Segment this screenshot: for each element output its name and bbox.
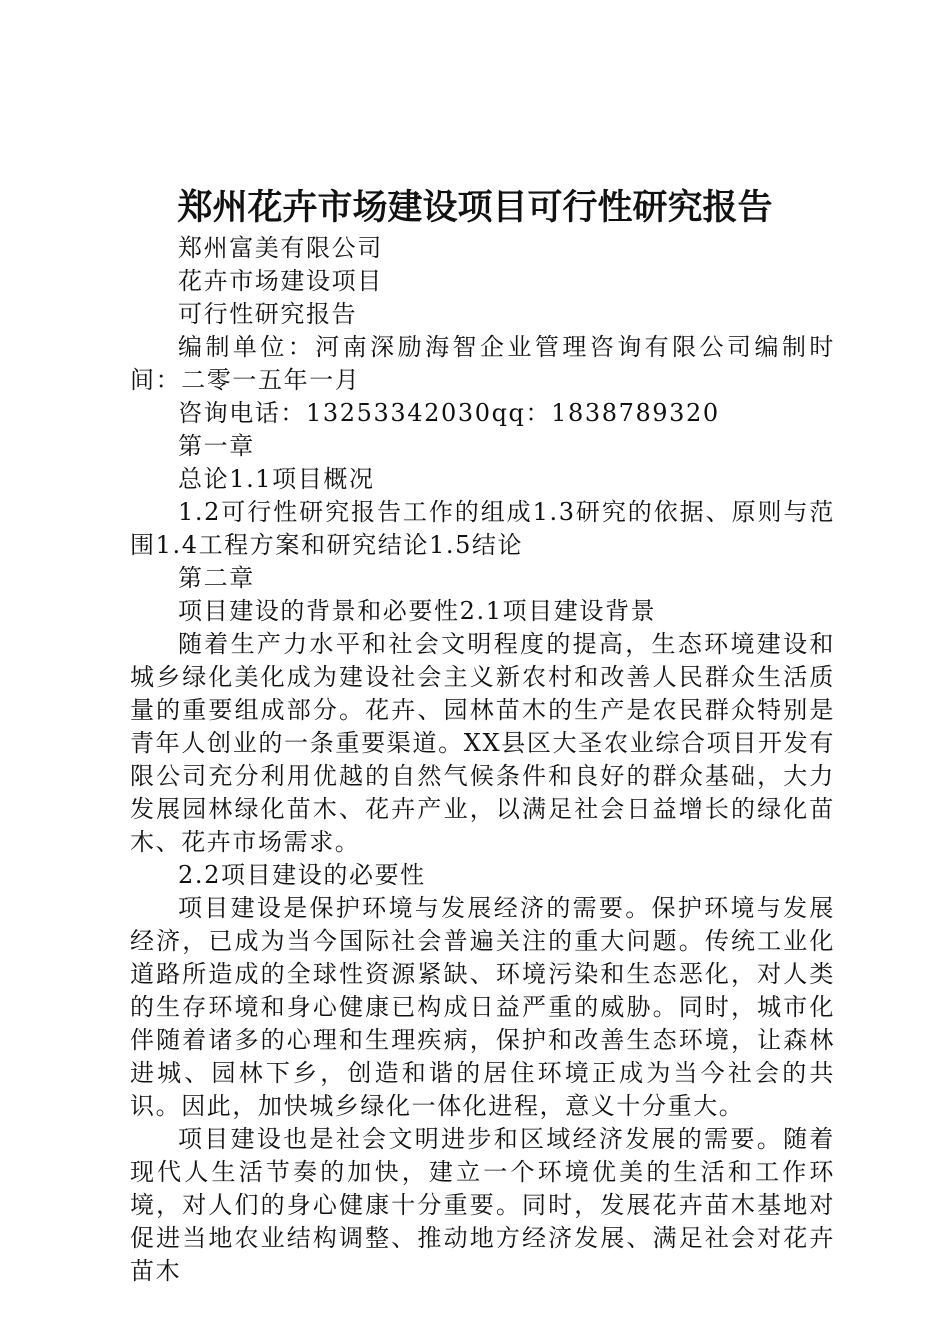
section-2-1-heading: 项目建设的背景和必要性2.1项目建设背景 (178, 597, 657, 625)
chapter-1-heading: 第一章 (178, 432, 255, 460)
section-1-1: 总论1.1项目概况 (178, 465, 375, 493)
chapter-2-heading: 第二章 (178, 564, 255, 592)
sections-1-2-to-1-5: 1.2可行性研究报告工作的组成1.3研究的依据、原则与范围1.4工程方案和研究结论1.5结论 (130, 498, 835, 559)
document-body (130, 232, 835, 1288)
background-paragraph: 随着生产力水平和社会文明程度的提高，生态环境建设和城乡绿化美化成为建设社会主义新农村和改善人民群众生活质量的重要组成部分。花卉、园林苗木的生产是农民群众特别是青年人创业的一条重要渠道。XX县区大圣农业综合项目开发有限公司充分利用优越的自然气候条件和良好的群众基础，大力发展园林绿化苗木、花卉产业，以满足社会日益增长的绿化苗木、花卉市场需求。 (130, 630, 835, 856)
company-name: 郑州富美有限公司 (178, 234, 383, 262)
report-type: 可行性研究报告 (178, 300, 358, 328)
project-name: 花卉市场建设项目 (178, 267, 383, 295)
necessity-paragraph-1: 项目建设是保护环境与发展经济的需要。保护环境与发展经济，已成为当今国际社会普遍关注的重大问题。传统工业化道路所造成的全球性资源紧缺、环境污染和生态恶化，对人类的生存环境和身心健康已构成日益严重的威胁。同时，城市化伴随着诸多的心理和生理疾病，保护和改善生态环境，让森林进城、园林下乡，创造和谐的居住环境正成为当今社会的共识。因此，加快城乡绿化一体化进程，意义十分重大。 (130, 894, 835, 1120)
contact-info: 咨询电话：13253342030qq：1838789320 (178, 399, 720, 427)
section-2-2-heading: 2.2项目建设的必要性 (178, 861, 426, 889)
document-title: 郑州花卉市场建设项目可行性研究报告 (177, 187, 773, 228)
compiler-info: 编制单位：河南深励海智企业管理咨询有限公司编制时间：二零一五年一月 (130, 333, 835, 394)
necessity-paragraph-2: 项目建设也是社会文明进步和区域经济发展的需要。随着现代人生活节奏的加快，建立一个环境优美的生活和工作环境，对人们的身心健康十分重要。同时，发展花卉苗木基地对促进当地农业结构调整、推动地方经济发展、满足社会对花卉苗木 (130, 1125, 835, 1285)
